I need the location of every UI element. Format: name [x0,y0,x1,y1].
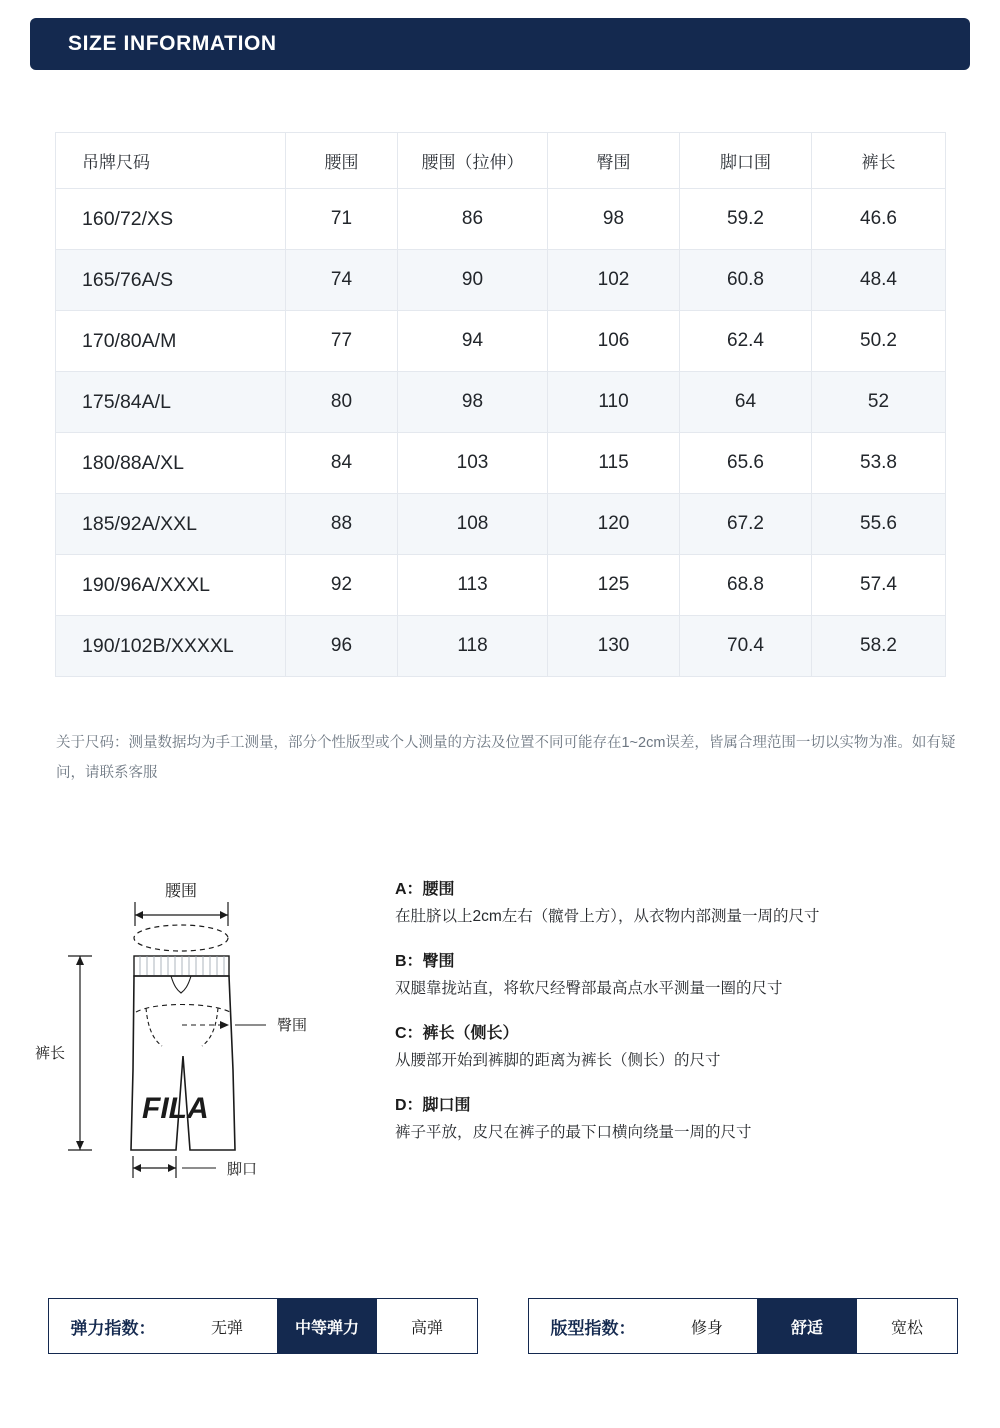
cell-length: 57.4 [812,555,946,616]
cell-waist-stretch: 103 [398,433,548,494]
cell-waist-stretch: 86 [398,189,548,250]
cell-length: 48.4 [812,250,946,311]
cell-waist: 92 [286,555,398,616]
cell-length: 53.8 [812,433,946,494]
measure-text: 从腰部开始到裤脚的距离为裤长（侧长）的尺寸 [395,1052,721,1069]
measure-title: C：裤长（侧长） [395,1025,519,1042]
svg-text:裤长: 裤长 [34,1045,66,1062]
page-title: SIZE INFORMATION [68,32,277,55]
cell-size: 165/76A/S [56,250,286,311]
svg-text:腰围: 腰围 [164,883,198,900]
table-row [56,494,946,555]
table-row [56,372,946,433]
elasticity-option-medium[interactable]: 中等弹力 [277,1299,377,1353]
elasticity-index [48,1298,478,1354]
cell-leg-opening: 60.8 [680,250,812,311]
cell-waist-stretch: 118 [398,616,548,677]
measure-title: D：脚口围 [395,1097,471,1114]
size-table-head [56,133,946,189]
elasticity-option-none[interactable]: 无弹 [210,1319,243,1337]
cell-hip: 125 [548,555,680,616]
elasticity-label: 弹力指数： [70,1318,156,1338]
cell-waist: 77 [286,311,398,372]
cell-leg-opening: 70.4 [680,616,812,677]
column-header-length: 裤长 [812,133,946,189]
cell-length: 58.2 [812,616,946,677]
cell-waist: 96 [286,616,398,677]
table-row [56,616,946,677]
cell-waist-stretch: 113 [398,555,548,616]
measure-text: 双腿靠拢站直，将软尺经臀部最高点水平测量一圈的尺寸 [395,980,783,997]
cell-hip: 115 [548,433,680,494]
size-table-body [56,189,946,677]
size-note: 关于尺码：测量数据均为手工测量，部分个性版型或个人测量的方法及位置不同可能存在1~2cm误差，皆属合理范围一切以实物为准。如有疑问，请联系客服 [56,735,956,781]
cell-hip: 106 [548,311,680,372]
shorts-measure-diagram [30,860,390,1240]
cell-waist-stretch: 98 [398,372,548,433]
size-table-wrap [55,132,945,677]
cell-hip: 130 [548,616,680,677]
measure-text: 裤子平放，皮尺在裤子的最下口横向绕量一周的尺寸 [395,1124,752,1141]
cell-length: 46.6 [812,189,946,250]
cell-waist: 80 [286,372,398,433]
cell-leg-opening: 62.4 [680,311,812,372]
cell-size: 190/96A/XXXL [56,555,286,616]
brand-logo-icon [142,1092,209,1125]
cell-hip: 102 [548,250,680,311]
cell-size: 175/84A/L [56,372,286,433]
measure-block-hip [395,948,975,1000]
cell-length: 50.2 [812,311,946,372]
table-row [56,433,946,494]
column-header-waist-stretch: 腰围（拉伸） [398,133,548,189]
elasticity-option-high[interactable]: 高弹 [410,1319,443,1337]
measurement-definitions [395,876,975,1164]
svg-text:脚口: 脚口 [226,1161,258,1178]
fit-option-slim[interactable]: 修身 [690,1319,723,1337]
cell-hip: 120 [548,494,680,555]
cell-size: 180/88A/XL [56,433,286,494]
column-header-leg-opening: 脚口围 [680,133,812,189]
table-row [56,555,946,616]
cell-length: 55.6 [812,494,946,555]
measure-block-leg-opening [395,1092,975,1144]
column-header-waist: 腰围 [286,133,398,189]
cell-leg-opening: 67.2 [680,494,812,555]
measure-title: A：腰围 [395,881,455,898]
table-row [56,189,946,250]
column-header-size: 吊牌尺码 [56,133,286,189]
cell-size: 160/72/XS [56,189,286,250]
cell-waist: 74 [286,250,398,311]
fit-label: 版型指数： [550,1318,636,1338]
page-header-banner [30,18,970,70]
column-header-hip: 臀围 [548,133,680,189]
index-row [48,1298,958,1354]
table-row [56,311,946,372]
cell-waist-stretch: 90 [398,250,548,311]
cell-size: 185/92A/XXL [56,494,286,555]
measure-block-waist [395,876,975,928]
cell-length: 52 [812,372,946,433]
cell-size: 190/102B/XXXXL [56,616,286,677]
cell-hip: 110 [548,372,680,433]
fit-option-loose[interactable]: 宽松 [890,1319,923,1337]
fit-option-comfort[interactable]: 舒适 [757,1299,857,1353]
table-header-row [56,133,946,189]
svg-text:臀围: 臀围 [276,1017,308,1034]
cell-leg-opening: 65.6 [680,433,812,494]
size-table [55,132,946,677]
cell-waist: 84 [286,433,398,494]
cell-leg-opening: 64 [680,372,812,433]
fit-index [528,1298,958,1354]
cell-waist-stretch: 108 [398,494,548,555]
cell-waist: 88 [286,494,398,555]
shorts-diagram-svg [30,860,390,1240]
cell-hip: 98 [548,189,680,250]
cell-leg-opening: 68.8 [680,555,812,616]
table-row [56,250,946,311]
measure-block-length [395,1020,975,1072]
cell-waist: 71 [286,189,398,250]
cell-waist-stretch: 94 [398,311,548,372]
svg-text:FILA: FILA [142,1092,209,1125]
measure-title: B：臀围 [395,953,455,970]
cell-leg-opening: 59.2 [680,189,812,250]
measure-text: 在肚脐以上2cm左右（髋骨上方），从衣物内部测量一周的尺寸 [395,908,820,925]
cell-size: 170/80A/M [56,311,286,372]
